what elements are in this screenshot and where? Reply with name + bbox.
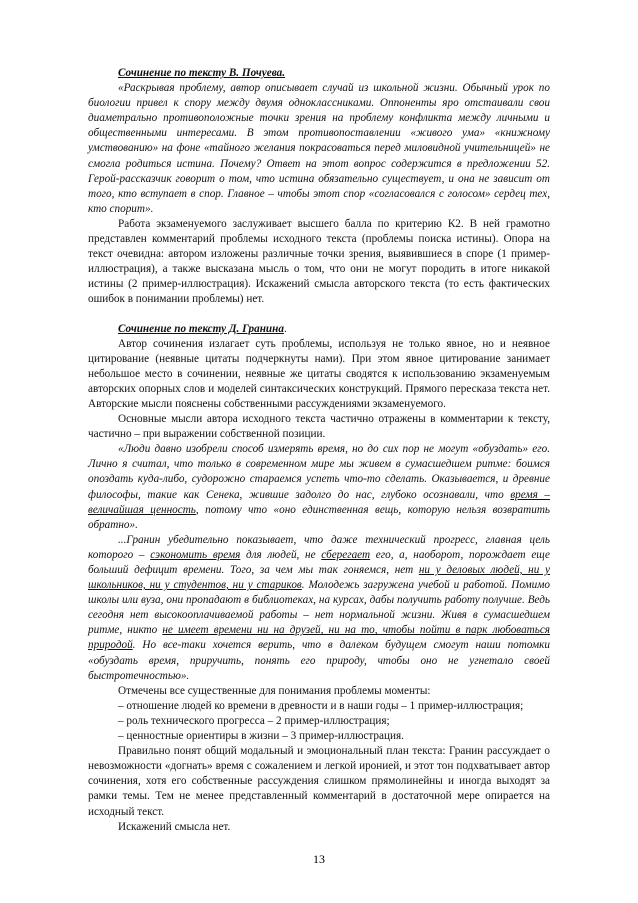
comment-pochuev: Работа экзаменуемого заслуживает высшего балла по критерию К2. В ней грамотно представлен комментарий проблемы исходного текста (проблемы поиска истины). Опора на текст очевидна: автором изложены различные точки зрения, выявившиеся в споре (1 пример-иллюстрация), а также высказана мысль о том, что они не могут породить в итоге никакой истины (2 пример-иллюстрация). Искажений смысла авторского текста (то есть фактических ошибок в понимании проблемы) нет. <box>88 217 550 306</box>
section-title-granin: Сочинение по тексту Д. Гранина. <box>118 322 287 335</box>
list-item: – ценностные ориентиры в жизни – 3 пример-иллюстрация. <box>118 730 404 743</box>
list-item: – отношение людей ко времени в древности и в наши годы – 1 пример-иллюстрация; <box>118 699 524 712</box>
implicit-quote: сберегает <box>321 548 371 561</box>
implicit-quote: не имеет времени ни на друзей, ни на то, чтобы пойти в парк любоваться природой <box>88 624 551 652</box>
section-title-pochuev: Сочинение по тексту В. Почуева. <box>118 67 286 79</box>
paragraph-granin-1: Автор сочинения излагает суть проблемы, используя не только явное, но и неявное цитирование (неявные цитаты подчеркнуты нами). При этом явное цитирование занимает небольшое место в сочинении, неявные же цитаты сводятся к использованию экзаменуемым авторских опорных слов и моделей синтаксических конструкций. Прямого пересказа текста нет. Авторские мысли пояснены собственными рассуждениями экзаменуемого. <box>88 337 550 410</box>
page-number: 13 <box>313 852 325 866</box>
quote-granin-2: ...Гранин убедительно показывает, что даже технический прогресс, главная цель которого – сэкономить время для людей, не сберегает его, а, наоборот, порождает еще больший дефицит времени. Тогo, за чем мы так гоняемся, нет ни у деловых людей, ни у школьников, ни у студентов, ни у стариков. Молодежь загружена учебой и работой. Помимо школы или вуза, они пропадают в библиотеках, на курсах, дабы получить работу получше. Ведь сегодня нет высокооплачиваемой работы – нет нормальной жизни. Живя в сумасшедшем ритме, никто не имеет времени ни на друзей, ни на то, чтобы пойти в парк любоваться природой. Но все-таки хочется верить, что в далеком будущем смогут наши потомки «обуздать время, приручить, понять его природу, чтобы оно не угнетало своей быстротечностью». <box>88 533 551 682</box>
paragraph-granin-2: Основные мысли автора исходного текста частично отражены в комментарии к тексту, частично – при выражении собственной позиции. <box>88 413 550 441</box>
section-gap <box>88 308 550 322</box>
quote-granin-1: «Люди давно изобрели способ измерять время, но до сих пор не могут «обуздать» его. Лично я считал, что только в современном мире мы живем в сумасшедшем ритме: боимся опоздать куда-либо, судорожно стараемся успеть что-то сделать. Оказывается, и древние философы, такие как Сенека, жившие задолго до нас, глубоко осознавали, что время – величайшая ценность, потому что «оно единственная вещь, которую нельзя возвратить обратно». <box>88 443 550 531</box>
paragraph-granin-3: Отмечены все существенные для понимания проблемы моменты: <box>118 684 431 697</box>
list-item: – роль технического прогресса – 2 пример-иллюстрация; <box>118 714 390 727</box>
implicit-quote: сэкономить время <box>150 548 241 561</box>
paragraph-granin-4: Правильно понят общий модальный и эмоциональный план текста: Гранин рассуждает о невозможности «догнать» время с сожалением и легкой иронией, и этот тон подхватывает автор сочинения, хотя его собственные рассуждения слишком прямолинейны и иногда выходят за рамки темы. Тем не менее представленный комментарий в достаточной мере опирается на исходный текст. <box>88 745 550 818</box>
implicit-quote: ни у деловых людей, ни у школьников, ни у студентов, ни у стариков <box>88 564 550 592</box>
implicit-quote: время – величайшая ценность <box>88 488 550 516</box>
quote-pochuev: «Раскрывая проблему, автор описывает случай из школьной жизни. Обычный урок по биологии привел к спору между двумя одноклассниками. Оппоненты яро отстаивали свои диаметрально противоположные точки зрения на проблему конфликта между личными и общественными интересами. В этом противопоставлении «живого ума» «книжному умствованию» на фоне «тайного желания покрасоваться перед миловидной учительницей» не смогла родиться истина. Почему? Ответ на этот вопрос содержится в предложении 52. Герой-рассказчик говорит о том, что истина обязательно существует, и она не зависит от того, кто вступает в спор. Главное – чтобы этот спор «согласовался с голосом» сердец тех, кто спорит». <box>88 82 550 215</box>
paragraph-granin-5: Искажений смысла нет. <box>118 820 231 833</box>
